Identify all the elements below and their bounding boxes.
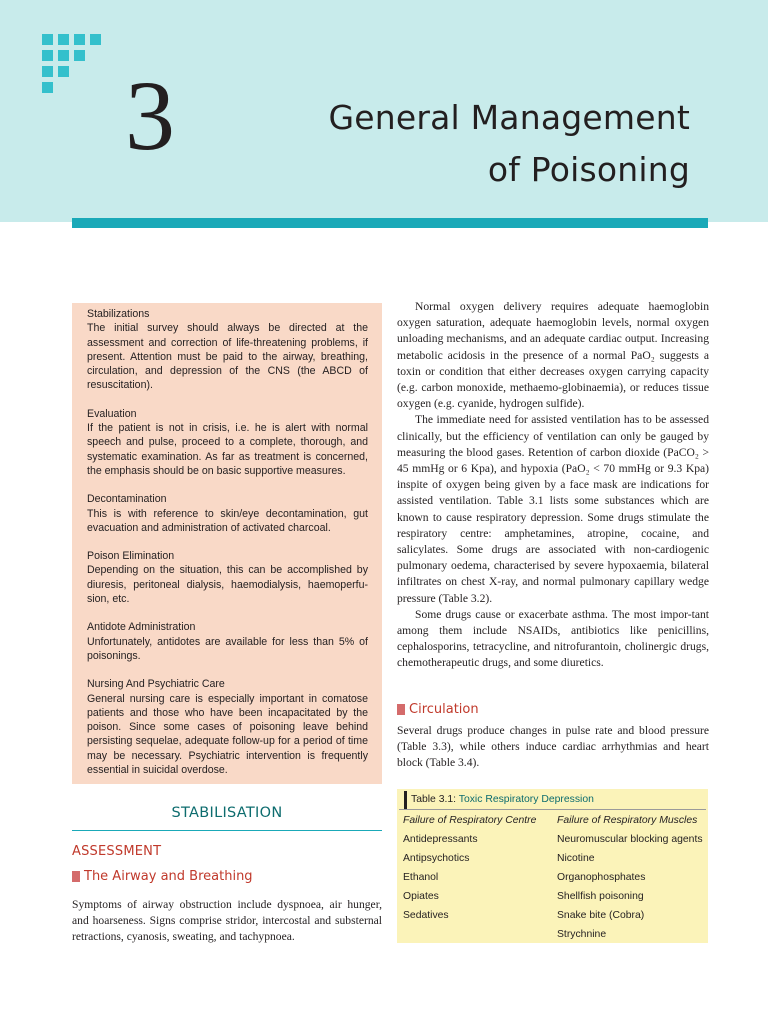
right-column-text — [397, 299, 709, 672]
summary-section-body: This is with reference to skin/eye decontamination, gut evacuation and administration of activated charcoal. — [87, 507, 368, 534]
chapter-title — [328, 92, 690, 196]
summary-section — [87, 407, 368, 478]
summary-section-body: The initial survey should always be directed at the assessment and correction of life-threatening problems, if present. Attention must be paid to the airway, breathing, circulation, and depression of the CNS (the ABCD of resuscitation). — [87, 322, 368, 392]
summary-section-body: Depending on the situation, this can be accomplished by diuresis, peritoneal dialysis, haemodialysis, haemoperfu-sion, etc. — [87, 564, 368, 606]
table-column-header: Failure of Respiratory Centre — [403, 815, 537, 826]
table-cell: Strychnine — [557, 929, 607, 940]
table-caption — [404, 791, 594, 809]
paragraph: Normal oxygen delivery requires adequate haemoglobin oxygen saturation, adequate haemoglobin levels, normal oxygen unloading mechanisms, and an adequate cardiac output. Increasing metabolic acidosis in the presence of a normal PaO₂ suggests a toxin or condition that either decreases oxygen carrying capacity (e.g. carbon monoxide, methaemo-globinaemia), or reduces tissue oxygen (e.g. cyanide, hydrogen sulfide). — [397, 300, 709, 411]
airway-heading-text: The Airway and Breathing — [84, 869, 253, 884]
table-cell: Snake bite (Cobra) — [557, 910, 645, 921]
table-cell: Antidepressants — [403, 834, 478, 845]
table-cell: Shellfish poisoning — [557, 891, 644, 902]
summary-section-title: Decontamination — [87, 493, 167, 506]
table-caption-text: Toxic Respiratory Depression — [458, 794, 594, 805]
table-cell: Opiates — [403, 891, 439, 902]
summary-section — [87, 492, 368, 535]
table-cell: Neuromuscular blocking agents — [557, 834, 703, 845]
chapter-title-line-1: General Management — [328, 98, 690, 137]
summary-section-body: General nursing care is especially important in comatose patients and those who have been incapacitated by the poison. Since some cases of poisoning leave behind persisting sequelae, adequate follow-up for a period of time may be necessary. Psychiatric intervention is frequently essential in suicidal overdose. — [87, 692, 368, 777]
summary-section — [87, 677, 368, 777]
subsection-heading-assessment: ASSESSMENT — [72, 844, 162, 859]
table-cell: Sedatives — [403, 910, 449, 921]
airway-paragraph: Symptoms of airway obstruction include dyspnoea, air hunger, and hoarseness. Signs comprise stridor, intercostal and substernal retractions, cyanosis, sweating, and tachypnoea. — [72, 898, 382, 944]
summary-section-title: Evaluation — [87, 407, 137, 420]
section-heading-stabilisation: STABILISATION — [171, 805, 283, 821]
summary-section — [87, 549, 368, 606]
summary-section — [87, 620, 368, 663]
summary-section — [87, 307, 368, 393]
square-bullet-icon — [397, 704, 405, 715]
table-cell: Organophosphates — [557, 872, 646, 883]
summary-section-body: If the patient is not in crisis, i.e. he is alert with normal speech and pulse, proceed to a complete, thorough, and systematic examination. As far as treatment is concerned, the emphasis should be on basic supportive measures. — [87, 422, 368, 477]
summary-section-title: Nursing And Psychiatric Care — [87, 678, 225, 691]
section-divider — [72, 830, 382, 831]
square-bullet-icon — [72, 871, 80, 882]
table-divider — [399, 809, 706, 810]
summary-box — [72, 303, 382, 784]
circulation-heading — [397, 702, 479, 717]
airway-heading — [72, 869, 253, 884]
paragraph: Some drugs cause or exacerbate asthma. The most impor-tant among them include NSAIDs, antibiotics like penicillins, cephalosporins, tetracycline, and nitrofurantoin, cholinergic drugs, chemotherapeutic drugs, and some diuretics. — [397, 607, 709, 670]
table-label: Table 3.1: — [411, 794, 457, 805]
summary-section-body: Unfortunately, antidotes are available for less than 5% of poisonings. — [87, 635, 368, 662]
table-column-header: Failure of Respiratory Muscles — [557, 815, 698, 826]
table-toxic-respiratory-depression — [397, 789, 708, 943]
summary-section-title: Antidote Administration — [87, 621, 196, 634]
table-column — [403, 811, 536, 925]
summary-section-title: Stabilizations — [87, 308, 150, 320]
paragraph: The immediate need for assisted ventilation has to be assessed clinically, but the efficiency of ventilation can only be gauged by measuring the blood gases. Retention of carbon dioxide (PaCO₂ > 45 mmHg or 6 Kpa), and hypoxia (PaO₂ < 70 mmHg or 9.3 Kpa) inspite of oxygen being given by a face mask are indications for assisted ventilation. Table 3.1 lists some substances which are known to cause respiratory depression. Some drugs stimulate the respiratory centre: amphetamines, atropine, cocaine, and salicylates. Some drugs are associated with non-cardiogenic pulmonary oedema, characterised by severe hypoxaemia, bilateral infiltrates on chest X-ray, and normal pulmonary capillary wedge pressure (Table 3.2). — [397, 413, 709, 605]
table-column — [557, 811, 703, 944]
header-accent-bar — [72, 218, 708, 228]
circulation-paragraph: Several drugs produce changes in pulse rate and blood pressure (Table 3.3), while others induce cardiac arrhythmias and heart block (Table 3.4). — [397, 724, 709, 770]
summary-section-title: Poison Elimination — [87, 550, 175, 563]
chapter-title-line-2: of Poisoning — [487, 150, 690, 189]
table-cell: Nicotine — [557, 853, 595, 864]
chapter-header-band — [0, 0, 768, 222]
table-cell: Ethanol — [403, 872, 439, 883]
circulation-heading-text: Circulation — [409, 702, 479, 717]
table-cell: Antipsychotics — [403, 853, 470, 864]
chapter-number: 3 — [125, 60, 175, 171]
